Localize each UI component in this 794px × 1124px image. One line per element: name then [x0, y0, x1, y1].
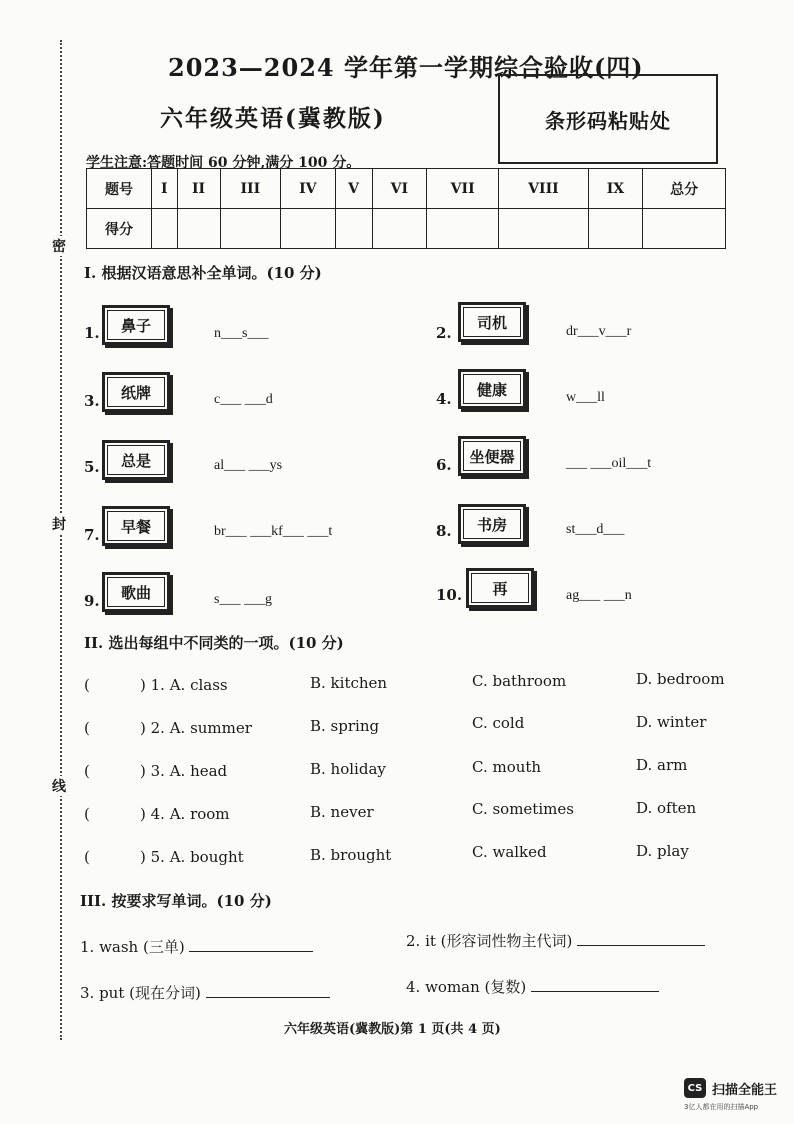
answer-line[interactable]: [577, 931, 705, 946]
chinese-word: 鼻子: [120, 316, 151, 335]
score-header-cell: 总分: [643, 169, 726, 209]
score-header-cell: I: [152, 169, 178, 209]
score-cell[interactable]: [499, 209, 588, 249]
option-b: B. spring: [310, 717, 380, 735]
score-cell[interactable]: [372, 209, 427, 249]
write-item: [406, 976, 659, 997]
answer-paren[interactable]: (: [84, 848, 90, 866]
item-number: 8.: [436, 522, 452, 540]
option-c: C. bathroom: [472, 672, 567, 690]
exam-subtitle: 六年级英语(冀教版): [160, 105, 386, 132]
camscanner-logo-icon: [684, 1078, 706, 1098]
answer-line[interactable]: [206, 983, 330, 998]
option-b: B. brought: [310, 846, 392, 864]
choice-question: ) 2. A. summer: [140, 719, 252, 737]
score-header-cell: 题号: [87, 169, 152, 209]
word-blank[interactable]: al___ ___ys: [214, 458, 283, 473]
section-2-heading: II. 选出每组中不同类的一项。(10 分): [84, 634, 344, 652]
answer-paren[interactable]: (: [84, 805, 90, 823]
score-header-cell: II: [177, 169, 220, 209]
chinese-word-card: [458, 436, 526, 476]
item-number: 5.: [84, 458, 100, 476]
item-number: 1.: [84, 324, 100, 342]
chinese-word-card: [458, 369, 526, 409]
chinese-word-card: [102, 372, 170, 412]
chinese-word: 早餐: [120, 517, 151, 536]
camscanner-badge-text: CS: [687, 1082, 703, 1094]
write-prompt: 2. it (形容词性物主代词): [406, 932, 573, 950]
option-b: B. kitchen: [310, 674, 388, 692]
chinese-word: 歌曲: [120, 583, 151, 602]
write-prompt: 4. woman (复数): [406, 978, 527, 996]
chinese-word: 坐便器: [469, 447, 515, 466]
seal-mark-feng: 封: [52, 514, 66, 534]
write-item: [406, 930, 705, 951]
item-number: 10.: [436, 586, 463, 604]
choice-question: ) 1. A. class: [140, 676, 228, 694]
answer-paren[interactable]: (: [84, 676, 90, 694]
chinese-word: 书房: [476, 515, 507, 534]
option-d: D. winter: [636, 713, 707, 731]
item-number: 6.: [436, 456, 452, 474]
option-d: D. often: [636, 799, 697, 817]
score-table: [86, 168, 726, 249]
write-prompt: 3. put (现在分词): [80, 984, 201, 1002]
option-c: C. sometimes: [472, 800, 574, 818]
write-item: [80, 936, 313, 957]
word-blank[interactable]: ag___ ___n: [566, 588, 632, 603]
chinese-word-card: [102, 572, 170, 612]
option-b: B. never: [310, 803, 374, 821]
word-blank[interactable]: dr___v___r: [566, 324, 632, 339]
section-3-heading: III. 按要求写单词。(10 分): [80, 892, 272, 910]
choice-question: ) 3. A. head: [140, 762, 228, 780]
page-footer: 六年级英语(冀教版)第 1 页(共 4 页): [284, 1022, 501, 1037]
score-header-cell: VI: [372, 169, 427, 209]
option-d: D. play: [636, 842, 689, 860]
chinese-word: 纸牌: [120, 383, 151, 402]
score-header-cell: IX: [588, 169, 643, 209]
chinese-word: 健康: [476, 380, 507, 399]
option-d: D. bedroom: [636, 670, 725, 688]
score-header-cell: IV: [281, 169, 336, 209]
answer-line[interactable]: [531, 977, 659, 992]
score-row-label: 得分: [87, 209, 152, 249]
seal-mark-xian: 线: [52, 776, 66, 796]
chinese-word-card: [458, 302, 526, 342]
chinese-word-card: [102, 305, 170, 345]
option-d: D. arm: [636, 756, 688, 774]
seal-mark-mi: 密: [52, 236, 66, 256]
score-table-score-row: [87, 209, 726, 249]
choice-question: ) 5. A. bought: [140, 848, 244, 866]
chinese-word-card: [102, 440, 170, 480]
word-blank[interactable]: n___s___: [214, 326, 269, 341]
word-blank[interactable]: w___ll: [566, 390, 605, 405]
item-number: 2.: [436, 324, 452, 342]
score-header-cell: III: [220, 169, 281, 209]
word-blank[interactable]: c___ ___d: [214, 392, 273, 407]
item-number: 9.: [84, 592, 100, 610]
score-cell[interactable]: [177, 209, 220, 249]
answer-paren[interactable]: (: [84, 762, 90, 780]
item-number: 3.: [84, 392, 100, 410]
option-c: C. walked: [472, 843, 547, 861]
choice-question: ) 4. A. room: [140, 805, 230, 823]
answer-line[interactable]: [189, 937, 313, 952]
score-cell[interactable]: [152, 209, 178, 249]
student-notice: 学生注意:答题时间 60 分钟,满分 100 分。: [86, 155, 361, 171]
scanner-app-name: 扫描全能王: [712, 1083, 778, 1098]
score-header-cell: V: [335, 169, 372, 209]
option-b: B. holiday: [310, 760, 386, 778]
answer-paren[interactable]: (: [84, 719, 90, 737]
item-number: 4.: [436, 390, 452, 408]
chinese-word: 再: [492, 579, 508, 598]
score-header-cell: VIII: [499, 169, 588, 209]
chinese-word-card: [466, 568, 534, 608]
section-1-heading: I. 根据汉语意思补全单词。(10 分): [84, 264, 322, 282]
write-item: [80, 982, 330, 1003]
score-cell[interactable]: [588, 209, 643, 249]
write-prompt: 1. wash (三单): [80, 938, 185, 956]
scanner-tagline: 3亿人都在用的扫描App: [684, 1103, 759, 1111]
score-cell[interactable]: [281, 209, 336, 249]
score-table-header-row: [87, 169, 726, 209]
barcode-label: 条形码粘贴处: [545, 108, 671, 133]
chinese-word-card: [102, 506, 170, 546]
chinese-word: 总是: [120, 451, 151, 470]
barcode-area: [498, 74, 718, 164]
item-number: 7.: [84, 526, 100, 544]
score-cell[interactable]: [427, 209, 499, 249]
option-c: C. mouth: [472, 758, 542, 776]
word-blank[interactable]: s___ ___g: [214, 592, 272, 607]
word-blank[interactable]: ___ ___oil___t: [566, 456, 652, 471]
exam-title: 2023—2024 学年第一学期综合验收(四): [168, 53, 644, 82]
chinese-word: 司机: [476, 313, 507, 332]
binding-dotted-line: [60, 40, 62, 1040]
word-blank[interactable]: st___d___: [566, 522, 625, 537]
score-header-cell: VII: [427, 169, 499, 209]
chinese-word-card: [458, 504, 526, 544]
score-cell[interactable]: [643, 209, 726, 249]
option-c: C. cold: [472, 714, 525, 732]
score-cell[interactable]: [335, 209, 372, 249]
word-blank[interactable]: br___ ___kf___ ___t: [214, 524, 333, 539]
score-cell[interactable]: [220, 209, 281, 249]
